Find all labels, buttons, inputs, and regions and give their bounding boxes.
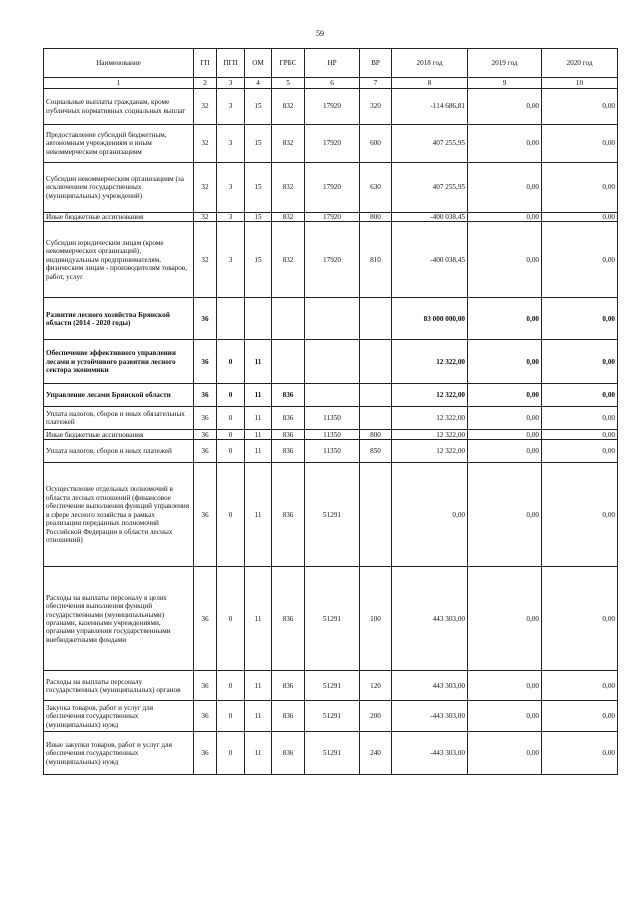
row-grbs: 836 [272,407,305,430]
row-nr: 17920 [305,89,360,125]
row-value-2020: 0,00 [542,163,618,213]
row-grbs: 836 [272,440,305,463]
col-number: 2 [194,78,217,89]
col-header-2020: 2020 год [542,49,618,78]
row-value-2020: 0,00 [542,213,618,222]
row-value-2019: 0,00 [468,567,542,671]
table-row [44,384,618,407]
row-name: Уплата налогов, сборов и иных обязательных платежей [44,407,194,430]
row-om: 11 [245,407,272,430]
row-value-2018: -443 303,00 [392,732,468,775]
row-om: 15 [245,213,272,222]
row-vr [360,407,392,430]
row-om: 11 [245,384,272,407]
row-grbs: 832 [272,213,305,222]
row-value-2019: 0,00 [468,384,542,407]
col-number: 4 [245,78,272,89]
row-value-2019: 0,00 [468,407,542,430]
row-name: Предоставление субсидий бюджетным, автономным учреждениям и иным некоммерческим организациям [44,125,194,163]
table-row [44,701,618,732]
row-value-2018: 83 000 000,00 [392,298,468,340]
row-gp: 32 [194,163,217,213]
row-pgp: 0 [217,701,245,732]
row-value-2020: 0,00 [542,440,618,463]
row-value-2019: 0,00 [468,430,542,440]
row-vr: 800 [360,430,392,440]
row-gp: 36 [194,463,217,567]
row-value-2020: 0,00 [542,222,618,298]
row-gp: 32 [194,213,217,222]
row-gp: 36 [194,407,217,430]
table-row [44,125,618,163]
row-value-2020: 0,00 [542,407,618,430]
row-value-2020: 0,00 [542,384,618,407]
row-om: 11 [245,701,272,732]
row-value-2018: -400 038,45 [392,222,468,298]
row-name: Закупка товаров, работ и услуг для обеспечения государственных (муниципальных) нужд [44,701,194,732]
row-om: 11 [245,567,272,671]
row-nr: 51291 [305,671,360,701]
table-row [44,430,618,440]
row-value-2020: 0,00 [542,567,618,671]
row-nr: 17920 [305,222,360,298]
row-name: Иные закупки товаров, работ и услуг для обеспечения государственных (муниципальных) нужд [44,732,194,775]
row-vr [360,384,392,407]
table-row [44,567,618,671]
row-value-2020: 0,00 [542,732,618,775]
row-pgp: 3 [217,222,245,298]
row-nr: 51291 [305,463,360,567]
col-header-om: ОМ [245,49,272,78]
row-value-2018: -114 686,81 [392,89,468,125]
table-row [44,440,618,463]
row-nr: 51291 [305,567,360,671]
row-pgp: 0 [217,671,245,701]
row-om: 15 [245,125,272,163]
row-vr [360,340,392,384]
col-number: 1 [44,78,194,89]
row-vr [360,463,392,567]
row-om: 15 [245,89,272,125]
col-number: 8 [392,78,468,89]
row-value-2019: 0,00 [468,89,542,125]
table-body [44,89,618,775]
row-name: Иные бюджетные ассигнования [44,213,194,222]
row-name: Расходы на выплаты персоналу в целях обеспечения выполнения функций государственными (муниципальными) органами, казенными учреждениями, органами управления государственными внебюджетными фондами [44,567,194,671]
col-header-name: Наименование [44,49,194,78]
row-nr: 51291 [305,701,360,732]
row-pgp: 0 [217,407,245,430]
row-value-2018: 12 322,00 [392,340,468,384]
row-grbs: 836 [272,671,305,701]
table-row [44,732,618,775]
row-value-2020: 0,00 [542,430,618,440]
row-om [245,298,272,340]
row-nr [305,384,360,407]
row-value-2019: 0,00 [468,340,542,384]
row-vr: 100 [360,567,392,671]
col-number: 7 [360,78,392,89]
row-grbs [272,340,305,384]
row-pgp: 3 [217,163,245,213]
row-nr: 11350 [305,430,360,440]
col-number: 5 [272,78,305,89]
row-gp: 36 [194,340,217,384]
row-grbs: 836 [272,701,305,732]
row-gp: 36 [194,430,217,440]
row-name: Социальные выплаты гражданам, кроме публичных нормативных социальных выплат [44,89,194,125]
row-gp: 36 [194,440,217,463]
row-om: 11 [245,430,272,440]
row-value-2018: 407 255,95 [392,163,468,213]
row-gp: 36 [194,298,217,340]
row-value-2020: 0,00 [542,298,618,340]
row-vr: 320 [360,89,392,125]
row-name: Расходы на выплаты персоналу государственных (муниципальных) органов [44,671,194,701]
row-value-2019: 0,00 [468,440,542,463]
row-nr: 11350 [305,440,360,463]
row-value-2019: 0,00 [468,671,542,701]
row-gp: 36 [194,671,217,701]
header-row [44,49,618,78]
row-value-2020: 0,00 [542,701,618,732]
row-value-2019: 0,00 [468,222,542,298]
row-om: 11 [245,340,272,384]
row-nr: 17920 [305,125,360,163]
row-gp: 36 [194,384,217,407]
col-number: 10 [542,78,618,89]
row-pgp: 3 [217,213,245,222]
row-vr: 200 [360,701,392,732]
row-grbs [272,298,305,340]
row-om: 11 [245,671,272,701]
row-value-2019: 0,00 [468,732,542,775]
row-pgp: 0 [217,384,245,407]
row-value-2020: 0,00 [542,340,618,384]
row-nr [305,298,360,340]
row-grbs: 832 [272,222,305,298]
row-value-2018: 0,00 [392,463,468,567]
row-pgp: 3 [217,89,245,125]
row-nr [305,340,360,384]
row-value-2018: -400 038,45 [392,213,468,222]
row-om: 15 [245,222,272,298]
row-pgp: 3 [217,125,245,163]
row-name: Уплата налогов, сборов и иных платежей [44,440,194,463]
table-row [44,298,618,340]
row-value-2018: 12 322,00 [392,440,468,463]
row-gp: 32 [194,89,217,125]
col-header-nr: НР [305,49,360,78]
row-gp: 36 [194,732,217,775]
row-nr: 17920 [305,163,360,213]
row-value-2018: 407 255,95 [392,125,468,163]
row-grbs: 836 [272,384,305,407]
row-grbs: 836 [272,567,305,671]
row-name: Управление лесами Брянской области [44,384,194,407]
row-value-2019: 0,00 [468,298,542,340]
row-value-2018: -443 303,00 [392,701,468,732]
row-nr: 51291 [305,732,360,775]
table-row [44,671,618,701]
row-vr [360,298,392,340]
row-vr: 850 [360,440,392,463]
row-name: Обеспечение эффективного управления лесами и устойчивого развития лесного сектора экономики [44,340,194,384]
row-name: Иные бюджетные ассигнования [44,430,194,440]
row-om: 11 [245,463,272,567]
row-value-2019: 0,00 [468,213,542,222]
row-value-2020: 0,00 [542,89,618,125]
budget-table [43,48,618,775]
row-om: 15 [245,163,272,213]
row-name: Осуществление отдельных полномочий в области лесных отношений (финансовое обеспечение выполнения функций управления в сфере лесного хозяйства в рамках реализации переданных полномочий Российской Федерации в области лесных отношений) [44,463,194,567]
table-row [44,463,618,567]
row-value-2018: 443 303,00 [392,671,468,701]
row-gp: 32 [194,125,217,163]
row-grbs: 836 [272,463,305,567]
row-value-2018: 12 322,00 [392,407,468,430]
col-header-vr: ВР [360,49,392,78]
col-header-2018: 2018 год [392,49,468,78]
row-grbs: 832 [272,89,305,125]
column-number-row [44,78,618,89]
row-value-2019: 0,00 [468,125,542,163]
row-value-2020: 0,00 [542,671,618,701]
row-grbs: 832 [272,163,305,213]
table-row [44,213,618,222]
col-header-grbs: ГРБС [272,49,305,78]
row-om: 11 [245,732,272,775]
row-value-2018: 443 303,00 [392,567,468,671]
row-vr: 630 [360,163,392,213]
col-header-pgp: ПГП [217,49,245,78]
row-value-2019: 0,00 [468,701,542,732]
row-value-2020: 0,00 [542,463,618,567]
col-number: 3 [217,78,245,89]
row-name: Развитие лесного хозяйства Брянской области (2014 - 2020 годы) [44,298,194,340]
table-row [44,163,618,213]
row-pgp: 0 [217,340,245,384]
row-vr: 120 [360,671,392,701]
row-value-2020: 0,00 [542,125,618,163]
table-row [44,407,618,430]
row-value-2019: 0,00 [468,163,542,213]
table-row [44,89,618,125]
row-pgp: 0 [217,440,245,463]
col-number: 9 [468,78,542,89]
row-grbs: 832 [272,125,305,163]
row-pgp: 0 [217,567,245,671]
row-vr: 240 [360,732,392,775]
row-value-2019: 0,00 [468,463,542,567]
table-row [44,340,618,384]
row-name: Субсидии юридическим лицам (кроме некоммерческих организаций), индивидуальным предпринимателям, физическим лицам - производителям товаров, работ, услуг [44,222,194,298]
row-pgp: 0 [217,463,245,567]
col-number: 6 [305,78,360,89]
row-grbs: 836 [272,732,305,775]
row-grbs: 836 [272,430,305,440]
row-gp: 32 [194,222,217,298]
row-value-2018: 12 322,00 [392,384,468,407]
row-vr: 800 [360,213,392,222]
row-vr: 600 [360,125,392,163]
row-pgp [217,298,245,340]
page-number: 59 [316,29,324,38]
row-pgp: 0 [217,430,245,440]
row-gp: 36 [194,701,217,732]
row-om: 11 [245,440,272,463]
table-row [44,222,618,298]
row-pgp: 0 [217,732,245,775]
row-nr: 11350 [305,407,360,430]
col-header-2019: 2019 год [468,49,542,78]
row-name: Субсидии некоммерческим организациям (за исключением государственных (муниципальных) учреждений) [44,163,194,213]
row-gp: 36 [194,567,217,671]
col-header-gp: ГП [194,49,217,78]
row-nr: 17920 [305,213,360,222]
row-value-2018: 12 322,00 [392,430,468,440]
row-vr: 810 [360,222,392,298]
